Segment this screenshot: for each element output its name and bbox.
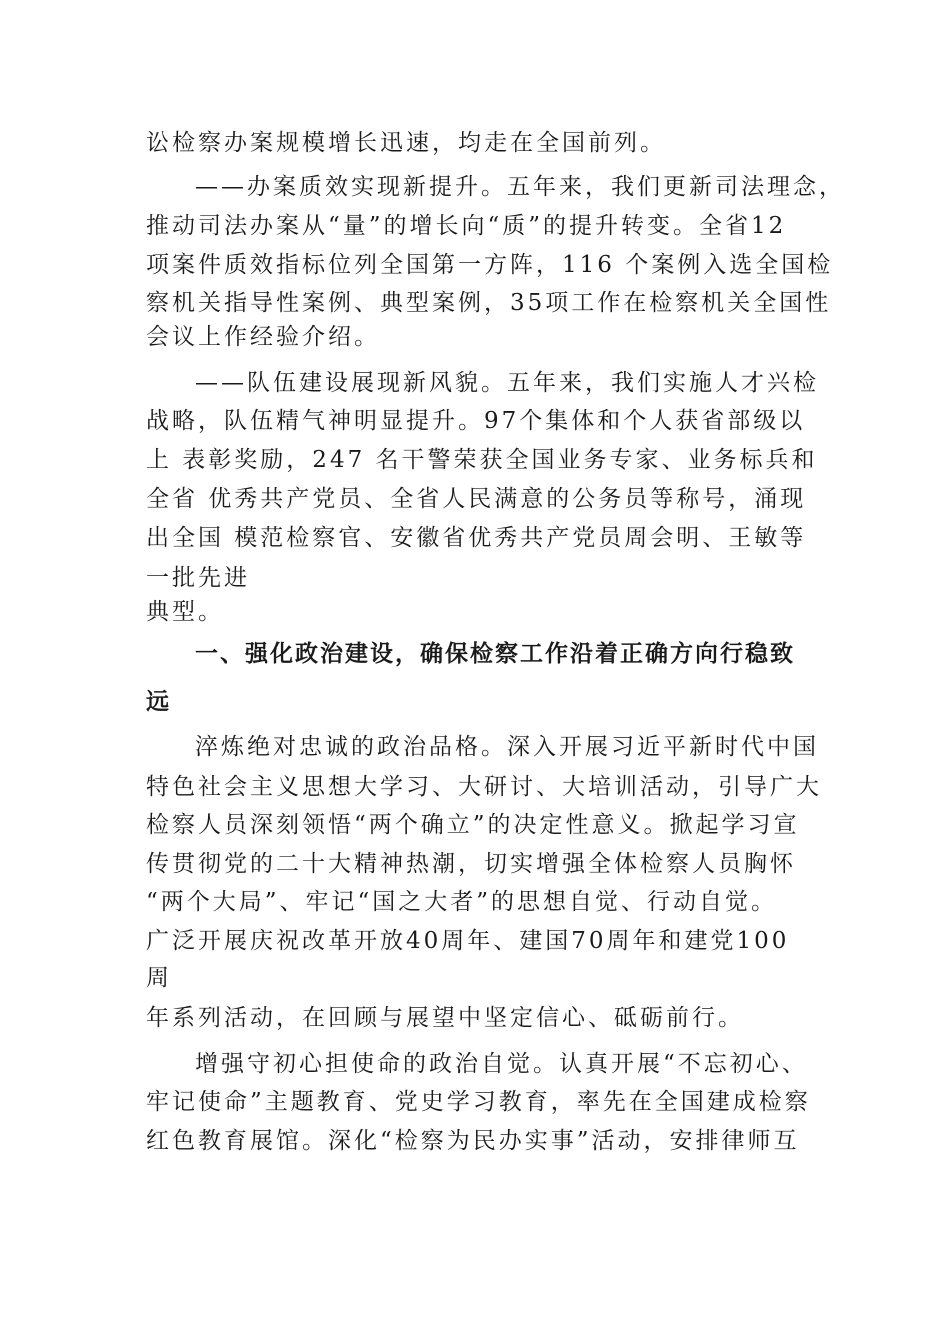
text-line: 红色教育展馆。深化“检察为民办实事”活动，安排律师互 bbox=[146, 1128, 800, 1154]
text-line: 广泛开展庆祝改革开放40周年、建国70周年和建党100 bbox=[146, 928, 790, 954]
text-line: 牢记使命”主题教育、党史学习教育，率先在全国建成检察 bbox=[146, 1089, 811, 1115]
section-heading-continuation: 远 bbox=[146, 689, 171, 715]
text-line: “两个大局”、牢记“国之大者”的思想自觉、行动自觉。 bbox=[146, 889, 778, 915]
text-line: 全省 优秀共产党员、全省人民满意的公务员等称号，涌现 bbox=[146, 486, 807, 512]
text-line: 淬炼绝对忠诚的政治品格。深入开展习近平新时代中国 bbox=[195, 734, 819, 760]
text-line: 战略，队伍精气神明显提升。97个集体和个人获省部级以 bbox=[146, 408, 806, 434]
text-line: ——办案质效实现新提升。五年来，我们更新司法理念， bbox=[195, 174, 845, 200]
text-line: 年系列活动，在回顾与展望中坚定信心、砥砺前行。 bbox=[146, 1005, 744, 1031]
text-line: 项案件质效指标位列全国第一方阵，116 个案例入选全国检 bbox=[146, 252, 834, 278]
text-line: 一批先进 bbox=[146, 565, 250, 591]
text-line: 推动司法办案从“量”的增长向“质”的提升转变。全省12 bbox=[146, 213, 787, 239]
text-line: 讼检察办案规模增长迅速，均走在全国前列。 bbox=[146, 130, 666, 156]
text-line: 检察人员深刻领悟“两个确立”的决定性意义。掀起学习宣 bbox=[146, 812, 800, 838]
text-line: 增强守初心担使命的政治自觉。认真开展“不忘初心、 bbox=[195, 1051, 808, 1077]
text-line: 上 表彰奖励，247 名干警荣获全国业务专家、业务标兵和 bbox=[146, 447, 818, 473]
text-line: 周 bbox=[146, 965, 172, 991]
section-heading: 一、强化政治建设，确保检察工作沿着正确方向行稳致 bbox=[195, 641, 795, 667]
text-line: 特色社会主义思想大学习、大研讨、大培训活动，引导广大 bbox=[146, 774, 822, 800]
text-line: ——队伍建设展现新风貌。五年来，我们实施人才兴检 bbox=[195, 370, 819, 396]
text-line: 传贯彻党的二十大精神热潮，切实增强全体检察人员胸怀 bbox=[146, 851, 796, 877]
text-line: 出全国 模范检察官、安徽省优秀共产党员周会明、王敏等 bbox=[146, 525, 807, 551]
text-line: 典型。 bbox=[146, 599, 224, 625]
text-line: 会议上作经验介绍。 bbox=[146, 324, 380, 350]
text-line: 察机关指导性案例、典型案例，35项工作在检察机关全国性 bbox=[146, 290, 832, 316]
